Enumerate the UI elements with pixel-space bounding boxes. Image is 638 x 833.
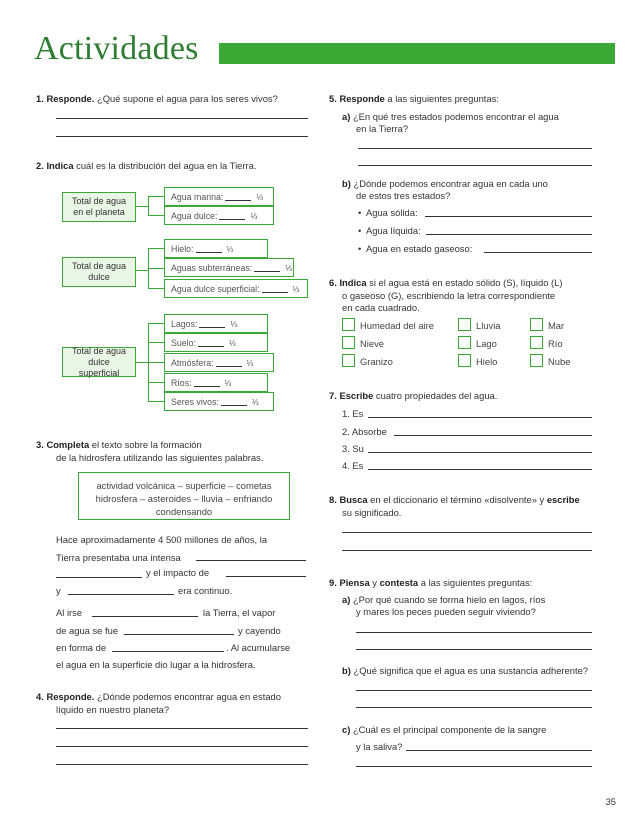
label-hielo: Hielo <box>476 356 498 367</box>
blank[interactable] <box>262 284 288 293</box>
question-8: 8. Busca en el diccionario el término «disolvente» y escribe <box>329 494 580 505</box>
bullet-solida: • Agua sólida: <box>358 207 418 218</box>
answer-line[interactable] <box>56 746 308 747</box>
box-total-superficial: Total de agua dulce superficial <box>62 347 136 377</box>
checkbox-granizo[interactable] <box>342 354 355 367</box>
blank[interactable] <box>221 397 247 406</box>
checkbox-hielo[interactable] <box>458 354 471 367</box>
question-9b: b) ¿Qué significa que el agua es una sustancia adherente? <box>342 665 589 676</box>
blank[interactable] <box>194 378 220 387</box>
item-atmosfera: Atmósfera: ⅓ <box>164 353 274 372</box>
blank-line[interactable] <box>196 560 306 561</box>
connector <box>148 215 164 216</box>
blank[interactable] <box>196 244 222 253</box>
answer-line[interactable] <box>342 550 592 551</box>
connector <box>148 268 164 269</box>
text-p4a: y <box>56 585 61 596</box>
text-p2: Tierra presentaba una intensa <box>56 552 181 563</box>
question-8-line2: su significado. <box>342 507 402 518</box>
text-p1: Hace aproximadamente 4 500 millones de años, la <box>56 534 268 545</box>
question-9a-line2: y mares los peces pueden seguir viviendo? <box>356 606 536 617</box>
connector <box>148 288 164 289</box>
checkbox-nieve[interactable] <box>342 336 355 349</box>
connector <box>136 270 148 271</box>
text-p7b: . Al acumularse <box>226 642 291 653</box>
text-p6a: de agua se fue <box>56 625 119 636</box>
answer-line[interactable] <box>356 649 592 650</box>
box-total-planeta: Total de agua en el planeta <box>62 192 136 222</box>
connector <box>148 323 164 324</box>
text-p8: el agua en la superficie dio lugar a la hidrosfera. <box>56 659 256 670</box>
question-9: 9. Piensa y contesta a las siguientes preguntas: <box>329 577 533 588</box>
item-agua-dulce: Agua dulce: ⅓ <box>164 206 274 225</box>
answer-line[interactable] <box>426 234 592 235</box>
label-nieve: Nieve <box>360 338 384 349</box>
blank-line[interactable] <box>56 577 142 578</box>
checkbox-lago[interactable] <box>458 336 471 349</box>
text-p3: y el impacto de <box>146 567 210 578</box>
checkbox-nube[interactable] <box>530 354 543 367</box>
blank-line[interactable] <box>92 616 198 617</box>
connector <box>148 362 164 363</box>
blank-line[interactable] <box>68 594 174 595</box>
connector <box>148 248 164 249</box>
answer-line[interactable] <box>342 532 592 533</box>
bullet-liquida: • Agua líquida: <box>358 225 421 236</box>
question-1: 1. Responde. ¿Qué supone el agua para los seres vivos? <box>36 93 278 104</box>
item-rios: Ríos: ⅓ <box>164 373 268 392</box>
item-suelo: Suelo: ⅓ <box>164 333 268 352</box>
property-3: 3. Su <box>342 443 364 454</box>
connector <box>148 382 164 383</box>
question-6-line2: o gaseoso (G), escribiendo la letra correspondiente <box>342 290 556 301</box>
blank[interactable] <box>198 338 224 347</box>
answer-line[interactable] <box>356 690 592 691</box>
item-agua-marina: Agua marina: ⅓ <box>164 187 274 206</box>
label-humedad: Humedad del aire <box>360 320 435 331</box>
text-p7a: en forma de <box>56 642 107 653</box>
answer-line[interactable] <box>484 252 592 253</box>
item-seres-vivos: Seres vivos: ⅓ <box>164 392 274 411</box>
question-9c-line2: y la saliva? <box>356 741 403 752</box>
page-number: 35 <box>605 796 616 807</box>
checkbox-rio[interactable] <box>530 336 543 349</box>
answer-line[interactable] <box>356 632 592 633</box>
answer-line[interactable] <box>56 728 308 729</box>
label-nube: Nube <box>548 356 571 367</box>
answer-line[interactable] <box>368 452 592 453</box>
connector <box>148 342 164 343</box>
question-3: 3. Completa el texto sobre la formación <box>36 439 202 450</box>
answer-line[interactable] <box>356 707 592 708</box>
answer-line[interactable] <box>406 750 592 751</box>
label-granizo: Granizo <box>360 356 393 367</box>
question-5a-line2: en la Tierra? <box>356 123 409 134</box>
answer-line[interactable] <box>425 216 592 217</box>
question-5: 5. Responde a las siguientes preguntas: <box>329 93 499 104</box>
question-5a: a) ¿En qué tres estados podemos encontrar el agua <box>342 111 559 122</box>
label-lluvia: Lluvia <box>476 320 501 331</box>
question-5b: b) ¿Dónde podemos encontrar agua en cada uno <box>342 178 548 189</box>
question-9c: c) ¿Cuál es el principal componente de la sangre <box>342 724 547 735</box>
question-9a: a) ¿Por qué cuando se forma hielo en lagos, ríos <box>342 594 546 605</box>
label-mar: Mar <box>548 320 565 331</box>
blank[interactable] <box>254 263 280 272</box>
question-2: 2. Indica cuál es la distribución del agua en la Tierra. <box>36 160 257 171</box>
label-lago: Lago <box>476 338 497 349</box>
item-agua-dulce-superficial: Agua dulce superficial: ⅓ <box>164 279 308 298</box>
text-p5b: la Tierra, el vapor <box>203 607 276 618</box>
question-6-line3: en cada cuadrado. <box>342 302 420 313</box>
answer-line[interactable] <box>358 165 592 166</box>
connector <box>136 362 148 363</box>
answer-line[interactable] <box>368 417 592 418</box>
question-3-line2: de la hidrosfera utilizando las siguientes palabras. <box>56 452 264 463</box>
text-p5a: Al irse <box>56 607 83 618</box>
answer-line[interactable] <box>56 764 308 765</box>
question-4: 4. Responde. ¿Dónde podemos encontrar agua en estado <box>36 691 281 702</box>
answer-line[interactable] <box>56 118 308 119</box>
question-7: 7. Escribe cuatro propiedades del agua. <box>329 390 498 401</box>
connector <box>148 196 149 216</box>
question-5b-line2: de estos tres estados? <box>356 190 451 201</box>
text-p6b: y cayendo <box>238 625 281 636</box>
question-4-line2: líquido en nuestro planeta? <box>56 704 170 715</box>
connector <box>148 196 164 197</box>
header-bar <box>219 43 615 64</box>
item-hielo: Hielo: ⅓ <box>164 239 268 258</box>
question-6: 6. Indica si el agua está en estado sólido (S), líquido (L) <box>329 277 563 288</box>
answer-line[interactable] <box>394 435 592 436</box>
blank-line[interactable] <box>124 634 234 635</box>
answer-line[interactable] <box>358 148 592 149</box>
checkbox-lluvia[interactable] <box>458 318 471 331</box>
blank-line[interactable] <box>226 576 306 577</box>
item-lagos: Lagos: ⅓ <box>164 314 268 333</box>
word-bank: actividad volcánica – superficie – cometas hidrosfera – asteroides – lluvia – enfriando condensando <box>78 472 290 520</box>
answer-line[interactable] <box>356 766 592 767</box>
blank[interactable] <box>225 192 251 201</box>
bullet-gaseoso: • Agua en estado gaseoso: <box>358 243 473 254</box>
text-p4b: era continuo. <box>178 585 233 596</box>
blank[interactable] <box>199 319 225 328</box>
item-aguas-subterraneas: Aguas subterráneas: ⅓ <box>164 258 294 277</box>
property-2: 2. Absorbe <box>342 426 387 437</box>
property-1: 1. Es <box>342 408 364 419</box>
connector <box>148 401 164 402</box>
blank[interactable] <box>219 211 245 220</box>
page-title: Actividades <box>34 30 199 67</box>
checkbox-mar[interactable] <box>530 318 543 331</box>
label-rio: Río <box>548 338 563 349</box>
answer-line[interactable] <box>56 136 308 137</box>
connector <box>136 206 148 207</box>
box-total-dulce: Total de agua dulce <box>62 257 136 287</box>
property-4: 4. Es <box>342 460 364 471</box>
blank[interactable] <box>216 358 242 367</box>
checkbox-humedad[interactable] <box>342 318 355 331</box>
blank-line[interactable] <box>112 651 224 652</box>
answer-line[interactable] <box>368 469 592 470</box>
